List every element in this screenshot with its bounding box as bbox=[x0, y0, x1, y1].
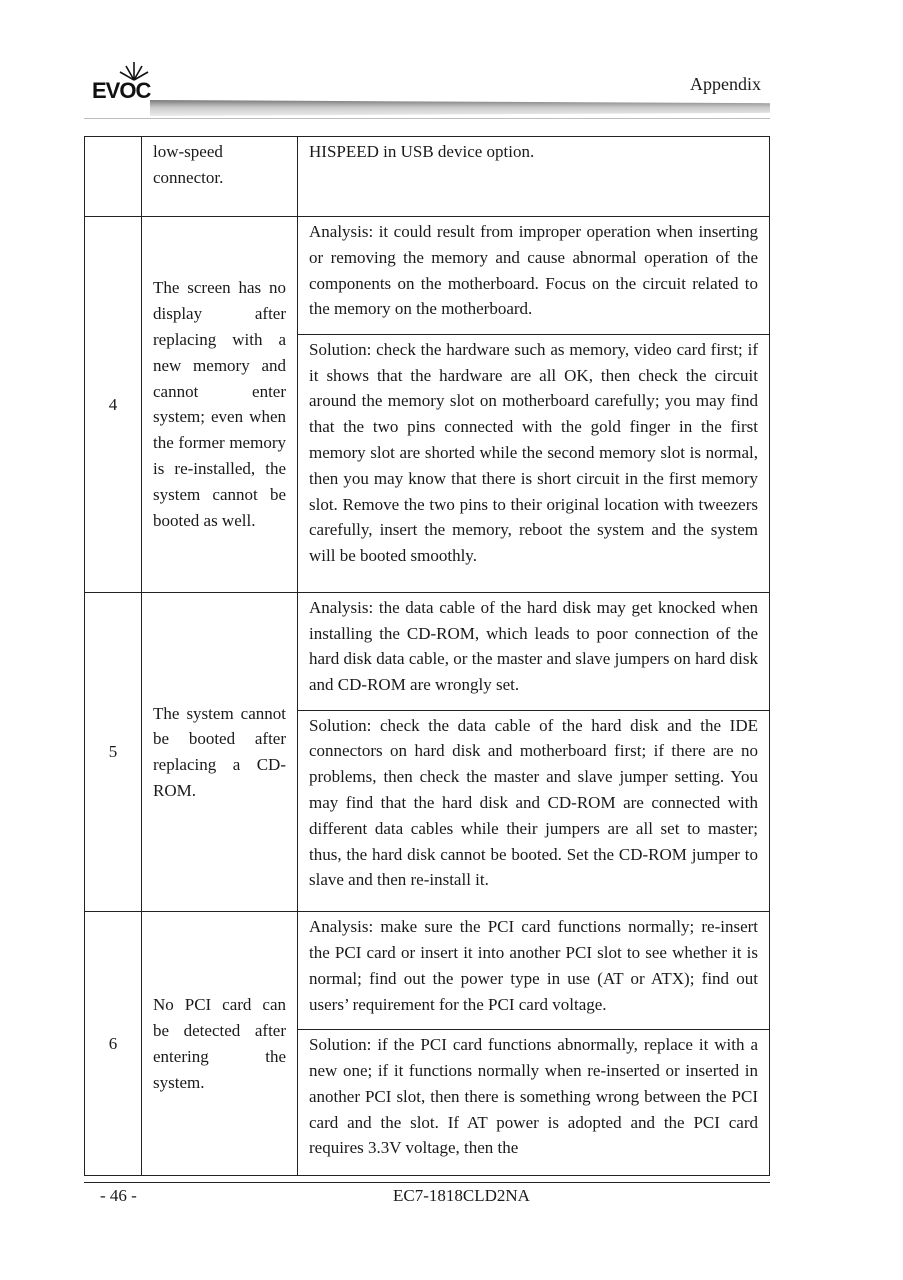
solution-cell: Solution: check the data cable of the hard disk and the IDE connectors on hard disk and motherboard first; if there are no problems, then check the master and slave jumper setting. You may find that the hard disk and CD-ROM are connected with different data cables while their jumpers are all set to master; thus, the hard disk cannot be booted. Set the CD-ROM jumper to slave and then re-install it. bbox=[298, 710, 770, 912]
footer-rule bbox=[84, 1182, 770, 1183]
solution-cell: Solution: check the hardware such as memory, video card first; if it shows that the hardware are all OK, then check the circuit around the memory slot on motherboard carefully; you may find that the two pins connected with the gold finger in the first memory slot are shorted while the second memory slot is normal, then you may know that there is short circuit in the first memory slot. Remove the two pins to their original location with tweezers carefully, insert the memory, reboot the system and the system will be booted smoothly. bbox=[298, 334, 770, 592]
header-rule bbox=[150, 100, 770, 116]
problem-cell: The system cannot be booted after replacing a CD-ROM. bbox=[142, 592, 298, 912]
evoc-logo bbox=[92, 58, 172, 104]
solution-cell: Solution: if the PCI card functions abnormally, replace it with a new one; if it functions normally when re-inserted or inserted in another PCI slot, then there is something wrong between the PCI card and the slot. If AT power is adopted and the PCI card requires 3.3V voltage, then the bbox=[298, 1030, 770, 1176]
row-number: 6 bbox=[85, 912, 142, 1176]
problem-cell: low-speed connector. bbox=[142, 137, 298, 217]
row-number: 4 bbox=[85, 217, 142, 593]
table-row bbox=[85, 217, 770, 335]
model-number: EC7-1818CLD2NA bbox=[393, 1186, 530, 1205]
row-number: 5 bbox=[85, 592, 142, 912]
solution-cell: HISPEED in USB device option. bbox=[298, 137, 770, 217]
table-row bbox=[85, 137, 770, 217]
page-header-title: Appendix bbox=[690, 74, 761, 94]
analysis-cell: Analysis: the data cable of the hard disk may get knocked when installing the CD-ROM, which leads to poor connection of the hard disk data cable, or the master and slave jumpers on hard disk and CD-ROM are wrongly set. bbox=[298, 592, 770, 710]
table-row bbox=[85, 592, 770, 710]
troubleshooting-table bbox=[84, 136, 770, 1176]
analysis-cell: Analysis: it could result from improper operation when inserting or removing the memory and cause abnormal operation of the components on the motherboard. Focus on the circuit related to the memory on the motherboard. bbox=[298, 217, 770, 335]
analysis-cell: Analysis: make sure the PCI card functions normally; re-insert the PCI card or insert it into another PCI slot to see whether it is normal; find out the power type in use (AT or ATX); find out users’ requirement for the PCI card voltage. bbox=[298, 912, 770, 1030]
page-number: - 46 - bbox=[100, 1186, 137, 1205]
table-row bbox=[85, 912, 770, 1030]
header-underline bbox=[84, 118, 770, 119]
problem-cell: No PCI card can be detected after entering the system. bbox=[142, 912, 298, 1176]
logo-text: EVOC bbox=[92, 78, 151, 103]
problem-cell: The screen has no display after replacing with a new memory and cannot enter system; even when the former memory is re-installed, the system cannot be booted as well. bbox=[142, 217, 298, 593]
row-number bbox=[85, 137, 142, 217]
